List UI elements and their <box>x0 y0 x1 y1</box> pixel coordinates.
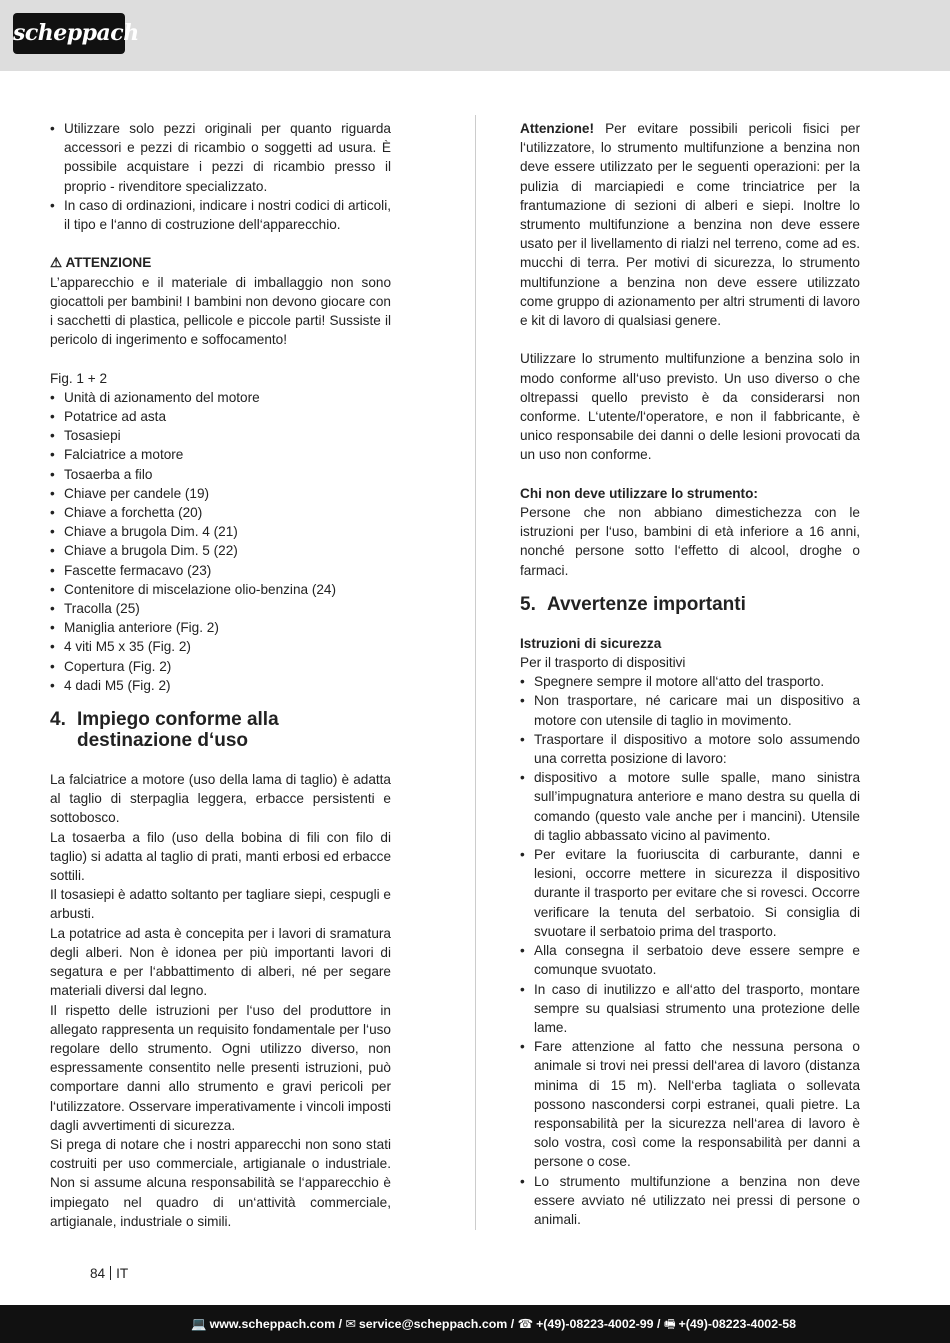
parts-list <box>50 388 391 695</box>
attention-paragraph <box>520 119 860 330</box>
left-column <box>50 119 391 1231</box>
safety-heading: Istruzioni di sicurezza <box>520 635 662 651</box>
warning-title: ATTENZIONE <box>65 255 152 271</box>
attention-label: Attenzione! <box>520 121 595 136</box>
list-item: • Tosasiepi <box>50 426 391 445</box>
footer-email-link[interactable]: service@scheppach.com <box>358 1317 508 1331</box>
intro-bullet-list <box>50 119 391 234</box>
list-item: • Unità di azionamento del motore <box>50 388 391 407</box>
section-number: 4. <box>50 709 66 731</box>
list-item: • Utilizzare solo pezzi originali per quanto riguarda accessori e pezzi di ricambio o soggetti ad usura. È possibile acquistare i pezzi di ricambio presso il proprio - rivenditore specializzato. <box>50 119 391 196</box>
list-item: • Tracolla (25) <box>50 599 391 618</box>
list-item: • Copertura (Fig. 2) <box>50 657 391 676</box>
who-paragraph: Persone che non abbiano dimestichezza con le istruzioni per l‘uso, bambini di età inferiore a 16 anni, nonché persone sotto l‘effetto di alcool, droghe o farmaci. <box>520 505 860 578</box>
brand-logo <box>13 13 139 54</box>
page-separator <box>110 1266 111 1280</box>
section-5-heading <box>520 594 860 615</box>
list-item: • Per evitare la fuoriuscita di carburante, danni e lesioni, occorre mettere in sicurezza il dispositivo durante il trasporto per evitare che si rovesci. Occorre verificare la tenuta del serbatoio. Si consiglia di svuotare il serbatoio prima del trasporto. <box>520 845 860 941</box>
who-heading: Chi non deve utilizzare lo strumento: <box>520 485 758 501</box>
paragraph: Si prega di notare che i nostri apparecchi non sono stati costruiti per uso commerciale, artigianale o industriale. Non si assume alcuna responsabilità se l‘apparecchio è impiegato nel quadro di un‘attività commerciale, artigianale, industriale o simili. <box>50 1136 391 1229</box>
section-title: Avvertenze importanti <box>547 593 746 615</box>
footer-separator: / <box>507 1317 518 1331</box>
paragraph: La potatrice ad asta è concepita per i lavori di sramatura degli alberi. Non è idonea per più importanti lavori di segatura e per l‘abbattimento di alberi, né per segare materiali diversi dal legno. <box>50 925 391 999</box>
warning-heading <box>50 253 391 272</box>
list-item: • dispositivo a motore sulle spalle, mano sinistra sull’impugnatura anteriore e mano destra su quella di comando (questo vale anche per i mancini). Utensile di taglio abbassato vicino al pavimento. <box>520 768 860 845</box>
list-item: • Falciatrice a motore <box>50 445 391 464</box>
paragraph: Il tosasiepi è adatto soltanto per tagliare siepi, cespugli e arbusti. <box>50 887 391 922</box>
list-item: • Lo strumento multifunzione a benzina non deve essere avviato né utilizzato nei pressi di persone o animali. <box>520 1172 860 1230</box>
list-item: • Trasportare il dispositivo a motore solo assumendo una corretta posizione di lavoro: <box>520 730 860 768</box>
list-item: • Fascette fermacavo (23) <box>50 561 391 580</box>
list-item: • In caso di inutilizzo e all‘atto del trasporto, montare sempre su qualsiasi strumento una protezione delle lame. <box>520 980 860 1038</box>
phone-icon: ☎ <box>517 1317 534 1331</box>
column-divider <box>475 115 476 1230</box>
transport-intro: Per il trasporto di dispositivi <box>520 655 686 671</box>
attention-text: Per evitare possibili pericoli fisici per l‘utilizzatore, lo strumento multifunzione a benzina non deve essere utilizzato per le seguenti operazioni: per la pulizia di marciapiedi e come trinciatrice per la frantumazione di sezioni di alberi e siepi. Inoltre lo strumento multifunzione a benzina non deve essere usato per il livellamento di rialzi nel terreno, come ad es. mucchi di terra. Per motivi di sicurezza, lo strumento multifunzione a benzina non deve essere utilizzato come gruppo di azionamento per altri strumenti di lavoro e kit di lavoro di qualsiasi genere. <box>520 121 860 329</box>
list-item: • Spegnere sempre il motore all‘atto del trasporto. <box>520 672 860 691</box>
list-item: • Chiave a brugola Dim. 4 (21) <box>50 522 391 541</box>
list-item: • Potatrice ad asta <box>50 407 391 426</box>
right-column <box>520 119 860 1229</box>
footer-contacts <box>191 1305 796 1343</box>
paragraph: La tosaerba a filo (uso della bobina di fili con filo di taglio) si adatta al taglio di prati, manti erbosi ed erbacce sottili. <box>50 829 391 884</box>
list-item: • Contenitore di miscelazione olio-benzina (24) <box>50 580 391 599</box>
list-item: • Chiave a brugola Dim. 5 (22) <box>50 541 391 560</box>
section-number: 5. <box>520 593 536 615</box>
list-item: • Chiave a forchetta (20) <box>50 503 391 522</box>
page-number-value: 84 <box>90 1266 106 1281</box>
footer-fax: +(49)-08223-4002-58 <box>678 1317 796 1331</box>
list-item: • Tosaerba a filo <box>50 465 391 484</box>
footer-phone: +(49)-08223-4002-99 <box>536 1317 654 1331</box>
transport-list <box>520 672 860 1229</box>
section-4-heading <box>50 709 391 751</box>
footer-separator: / <box>335 1317 346 1331</box>
warning-text: L’apparecchio e il materiale di imballaggio non sono giocattoli per bambini! I bambini non devono giocare con i sacchetti di plastica, pellicole e piccole parti! Sussiste il pericolo di ingerimento e soffocamento! <box>50 274 391 348</box>
list-item: • Alla consegna il serbatoio deve essere sempre e comunque svuotato. <box>520 941 860 979</box>
list-item: • Fare attenzione al fatto che nessuna persona o animale si trovi nei pressi dell‘area di lavoro (distanza minima di 15 m). Nell‘erba tagliata o sollevata possono nascondersi corpi estranei, quali pietre. La responsabilità per la sicurezza nell‘area di lavoro è solo vostra, così come la responsabilità per danni a persone o cose. <box>520 1037 860 1171</box>
footer-separator: / <box>653 1317 664 1331</box>
page-language: IT <box>116 1266 129 1281</box>
warning-triangle-icon: ⚠ <box>50 255 63 271</box>
list-item: • 4 dadi M5 (Fig. 2) <box>50 676 391 695</box>
footer-bar <box>0 1305 950 1343</box>
usage-paragraph: Utilizzare lo strumento multifunzione a benzina solo in modo conforme all‘uso previsto. Un uso diverso o che oltrepassi quello previsto è da considerarsi non conforme. L‘utente/l‘operatore, e non il fabbricante, è unico responsabile dei danni o delle lesioni provocati da un uso non conforme. <box>520 351 860 463</box>
paragraph: Il rispetto delle istruzioni per l‘uso del produttore in allegato rappresenta un requisito fondamentale per l‘uso regolare dello strumento. Ogni utilizzo diverso, non espressamente consentito nelle presenti istruzioni, può comportare danni allo strumento e gravi pericoli per l‘utilizzatore. Osservare imperativamente i vincoli imposti dagli avvertimenti di sicurezza. <box>50 1002 391 1133</box>
list-item: • Chiave per candele (19) <box>50 484 391 503</box>
list-item: • 4 viti M5 x 35 (Fig. 2) <box>50 637 391 656</box>
list-item: • Non trasportare, né caricare mai un dispositivo a motore con utensile di taglio in movimento. <box>520 691 860 729</box>
header-band <box>0 0 950 71</box>
brand-logo-text: scheppach <box>13 20 139 46</box>
mail-icon: ✉ <box>345 1317 356 1331</box>
page-number <box>90 1265 128 1282</box>
computer-icon: 💻 <box>191 1317 207 1331</box>
section-title: Impiego conforme alla destinazione d‘uso <box>77 709 279 752</box>
figure-label: Fig. 1 + 2 <box>50 370 108 386</box>
list-item: • Maniglia anteriore (Fig. 2) <box>50 618 391 637</box>
footer-website-link[interactable]: www.scheppach.com <box>209 1317 336 1331</box>
list-item: • In caso di ordinazioni, indicare i nostri codici di articoli, il tipo e l‘anno di costruzione dell‘apparecchio. <box>50 196 391 234</box>
fax-icon: 🖷 <box>663 1317 676 1331</box>
paragraph: La falciatrice a motore (uso della lama di taglio) è adatta al taglio di sterpaglia leggera, erbacce persistenti e sottobosco. <box>50 772 391 826</box>
